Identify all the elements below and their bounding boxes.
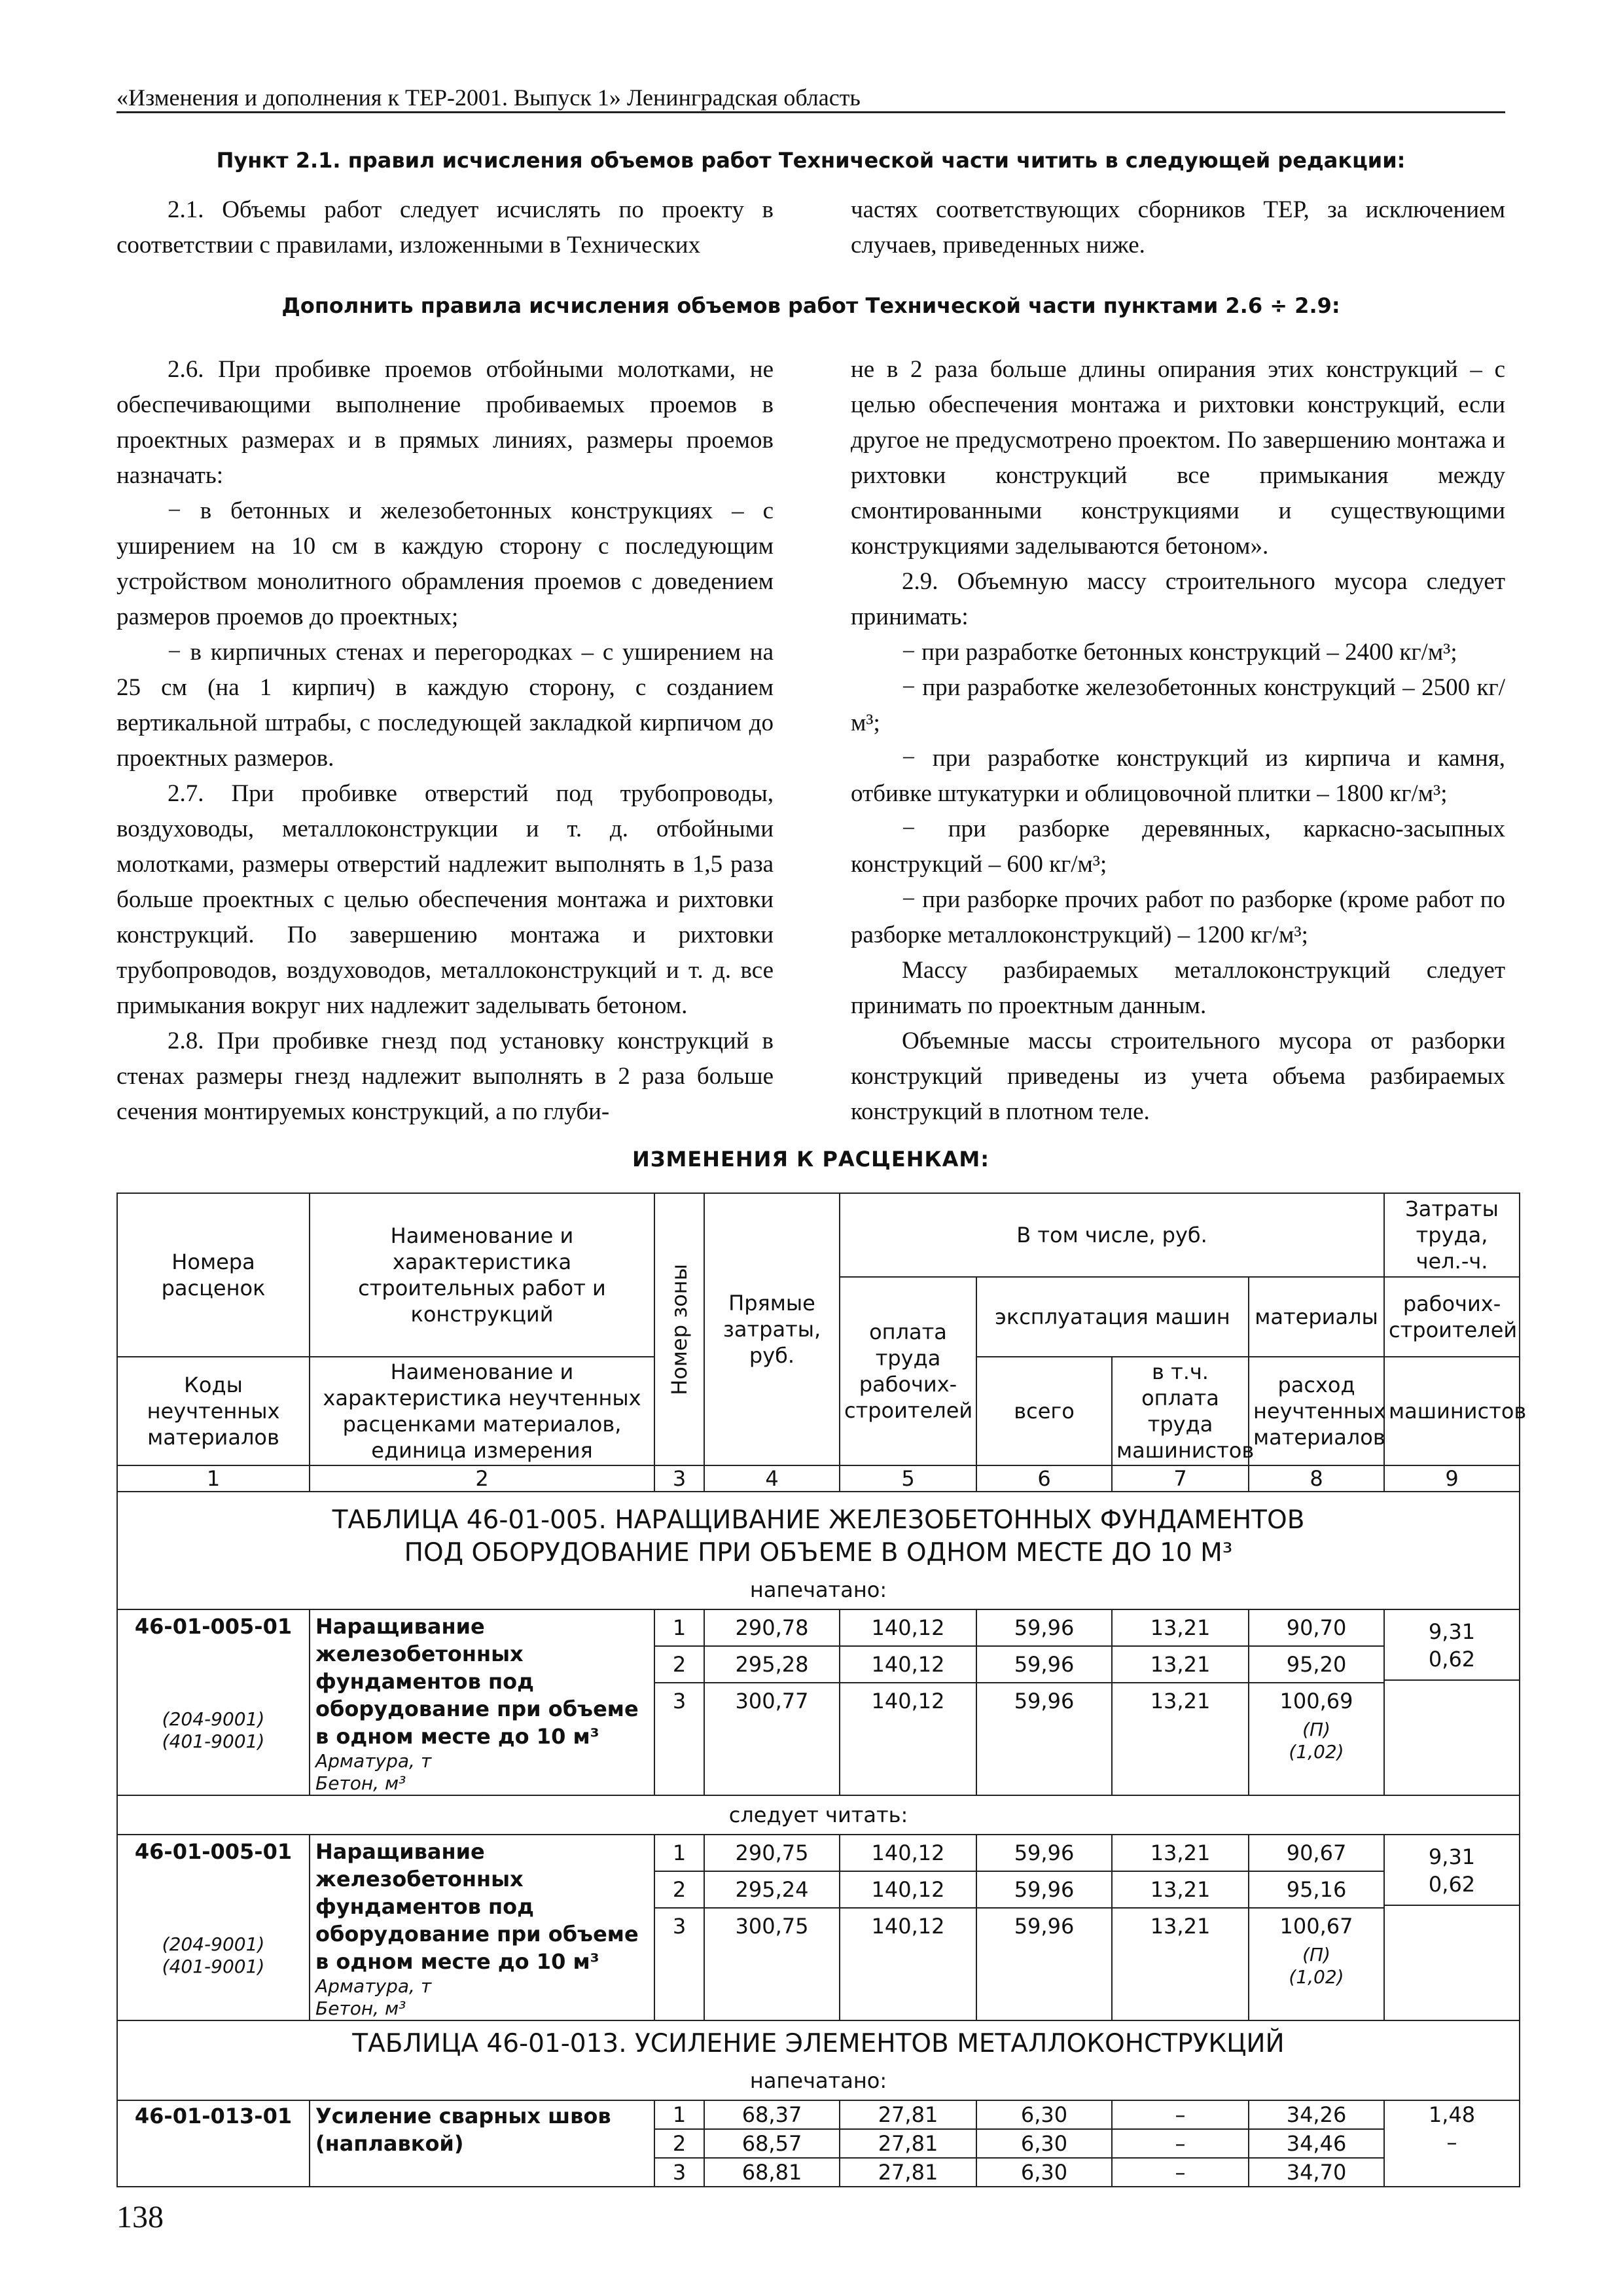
rate-code-cell [117, 2100, 310, 2187]
zone-value: 2 [655, 1872, 704, 1909]
paragraph-metal-mass: Массу разбираемых металлоконструкций следует принимать по проектным данным. [851, 957, 1505, 1019]
materials-value: 95,20 [1249, 1647, 1383, 1683]
direct-value: 68,37 [705, 2101, 839, 2130]
paragraph-2-9: 2.9. Объемную массу строительного мусора следует принимать: [851, 568, 1505, 630]
zone-value: 3 [672, 1914, 687, 1939]
header-zone [654, 1193, 704, 1465]
rates-table [116, 1193, 1527, 2187]
work-name: Наращивание железобетонных фундаментов под оборудование при объеме в одном месте до 10 м³ [315, 1839, 639, 1974]
machinists-value: 13,21 [1113, 1647, 1248, 1683]
labor-cell [1384, 2100, 1520, 2187]
machinists-value: – [1113, 2130, 1248, 2159]
labor-values [1385, 1835, 1519, 1906]
material-name: Бетон, м³ [315, 1998, 406, 2019]
material-name: Бетон, м³ [315, 1772, 406, 1794]
direct-value: 300,77 [735, 1689, 809, 1713]
machines-value: 59,96 [1014, 1914, 1075, 1939]
direct-cells [704, 2100, 840, 2187]
header-materials: материалы [1249, 1277, 1384, 1357]
machinists-value: 13,21 [1150, 1914, 1211, 1939]
list-item-concrete-mass: − при разработке бетонных конструкций – 2400 кг/м³; [902, 639, 1457, 666]
wage-cells [840, 1609, 976, 1795]
zone-cells [654, 1609, 704, 1795]
material-code: (401-9001) [162, 1956, 265, 1977]
section1-heading: Пункт 2.1. правил исчисления объемов работ Технической части читить в следующей редакции: [216, 148, 1406, 173]
labor-machinists: 0,62 [1428, 1872, 1476, 1897]
rate-code-cell [117, 1835, 310, 2020]
material-name: Арматура, т [315, 1750, 432, 1772]
machinists-value: 13,21 [1113, 1610, 1248, 1647]
changes-title: ИЗМЕНЕНИЯ К РАСЦЕНКАМ: [632, 1147, 990, 1172]
work-name-cell [310, 2100, 654, 2187]
materials-cells [1249, 2100, 1384, 2187]
machinists-cells [1112, 2100, 1249, 2187]
printed-label: напечатано: [117, 2062, 1520, 2100]
machines-value: 6,30 [977, 2101, 1111, 2130]
zone-value: 1 [655, 1835, 704, 1872]
paragraph-2-6: 2.6. При пробивке проемов отбойными молотками, не обеспечивающими выполнение пробиваемых проемов в проектных размерах и в прямых линиях, размеры проемов назначать: [116, 356, 774, 489]
paragraph-2-8-end: не в 2 раза больше длины опирания этих конструкций – с целью обеспечения монтажа и рихтовки конструкций, если другое не предусмотрено проектом. По завершению монтажа и рихтовки конструкций все примыкания между смонтированными конструкциями и существующими конструкциями заделываются бетоном». [851, 356, 1505, 560]
materials-value: 100,69 [1279, 1689, 1353, 1713]
wage-value: 140,12 [840, 1835, 976, 1872]
header-zone-text: Номер зоны [667, 1263, 692, 1395]
machinists-value: 13,21 [1113, 1835, 1248, 1872]
machinists-value: – [1113, 2101, 1248, 2130]
header-machinists: машинистов [1384, 1357, 1520, 1465]
material-qty: (П) [1302, 1719, 1330, 1740]
labor-workers: 1,48 [1428, 2102, 1476, 2127]
labor-workers: 9,31 [1428, 1619, 1476, 1644]
materials-value: 100,67 [1279, 1914, 1353, 1939]
header-work-name: Наименование и характеристика строительных работ и конструкций [310, 1193, 654, 1357]
direct-value: 290,75 [705, 1835, 839, 1872]
rate-code: 46-01-005-01 [134, 1614, 293, 1639]
wage-value: 27,81 [840, 2130, 976, 2159]
wage-value: 140,12 [840, 1610, 976, 1647]
paragraph-2-7: 2.7. При пробивке отверстий под трубопроводы, воздуховоды, металлоконструкции и т. д. отбойными молотками, размеры отверстий надлежит выполнять в 1,5 раза больше проектных с целью обеспечения монтажа и рихтовки конструкций. По завершению монтажа и рихтовки трубопроводов, воздуховодов, металлоконструкций и т. д. все примыкания вокруг них надлежит заделывать бетоном. [116, 780, 774, 1019]
labor-machinists: 0,62 [1428, 1647, 1476, 1672]
wage-value: 140,12 [871, 1689, 945, 1713]
header-labor-costs: Затраты труда, чел.-ч. [1384, 1193, 1520, 1277]
machinists-value: – [1175, 2160, 1186, 2185]
section2-heading: Дополнить правила исчисления объемов работ Технической части пунктами 2.6 ÷ 2.9: [281, 293, 1340, 318]
labor-machinists: – [1446, 2130, 1457, 2155]
direct-cells [704, 1609, 840, 1795]
paragraph-2-1-start: 2.1. Объемы работ следует исчислять по проекту в соответствии с правилами, изложенными в Технических [116, 196, 774, 259]
direct-value: 295,28 [705, 1647, 839, 1683]
materials-value-group [1249, 1683, 1383, 1767]
header-material-consumption: расход неучтенных материалов [1249, 1357, 1384, 1465]
zone-value: 2 [655, 2130, 704, 2159]
machinists-value: 13,21 [1113, 1872, 1248, 1909]
col-number: 2 [310, 1465, 654, 1492]
direct-value: 295,24 [705, 1872, 839, 1909]
direct-cells [704, 1835, 840, 2020]
header-direct-costs: Прямые затраты, руб. [704, 1193, 840, 1465]
materials-value: 90,70 [1249, 1610, 1383, 1647]
machines-cells [976, 1835, 1112, 2020]
col-number: 5 [840, 1465, 976, 1492]
rate-code: 46-01-005-01 [134, 1839, 293, 1864]
direct-value: 68,57 [705, 2130, 839, 2159]
wage-value: 140,12 [840, 1872, 976, 1909]
printed-label: напечатано: [117, 1571, 1520, 1609]
col-number: 3 [654, 1465, 704, 1492]
materials-cells [1249, 1609, 1384, 1795]
header-workers: рабочих-строителей [1384, 1277, 1520, 1357]
zone-cells [654, 2100, 704, 2187]
list-item-brick-mass: − при разработке конструкций из кирпича и камня, отбивке штукатурки и облицовочной плитки – 1800 кг/м³; [851, 745, 1505, 807]
col-number: 9 [1384, 1465, 1520, 1492]
work-name-cell [310, 1835, 654, 2020]
section1-right-column [851, 192, 1505, 263]
materials-value: 34,26 [1249, 2101, 1383, 2130]
direct-value: 290,78 [705, 1610, 839, 1647]
machines-value: 59,96 [977, 1835, 1111, 1872]
col-number: 8 [1249, 1465, 1384, 1492]
labor-values [1385, 2101, 1519, 2156]
zone-value: 2 [655, 1647, 704, 1683]
header-rule [116, 111, 1505, 113]
section2-right-column [851, 352, 1505, 1130]
material-code: (204-9001) [162, 1933, 265, 1955]
machines-value: 6,30 [1020, 2160, 1068, 2185]
labor-cell [1384, 1609, 1520, 1795]
materials-value: 90,67 [1249, 1835, 1383, 1872]
materials-value-group [1249, 1909, 1383, 1992]
machines-value: 6,30 [977, 2130, 1111, 2159]
list-item-concrete: − в бетонных и железобетонных конструкциях – с уширением на 10 см в каждую сторону с последующим устройством монолитного обрамления проемов с доведением размеров проемов до проектных; [116, 497, 774, 630]
zone-value: 1 [655, 2101, 704, 2130]
col-number: 4 [704, 1465, 840, 1492]
header-machinists-wage: в т.ч. оплата труда машинистов [1112, 1357, 1249, 1465]
header-machines-total: всего [976, 1357, 1112, 1465]
section2-left-column [116, 352, 774, 1130]
work-name: Усиление сварных швов (наплавкой) [315, 2104, 611, 2156]
wage-value: 27,81 [878, 2160, 938, 2185]
work-name-cell [310, 1609, 654, 1795]
zone-value: 3 [672, 1689, 687, 1713]
paragraph-debris-mass: Объемные массы строительного мусора от разборки конструкций приведены из учета объема разбираемых конструкций в плотном теле. [851, 1028, 1505, 1125]
zone-value: 1 [655, 1610, 704, 1647]
materials-value: 34,70 [1286, 2160, 1347, 2185]
materials-value: 34,46 [1249, 2130, 1383, 2159]
table-title-line: ТАБЛИЦА 46-01-005. НАРАЩИВАНИЕ ЖЕЛЕЗОБЕТОННЫХ ФУНДАМЕНТОВ [332, 1505, 1305, 1535]
material-qty: (1,02) [1289, 1741, 1344, 1763]
wage-value: 27,81 [840, 2101, 976, 2130]
zone-value: 3 [672, 2160, 687, 2185]
table-46-01-013-title: ТАБЛИЦА 46-01-013. УСИЛЕНИЕ ЭЛЕМЕНТОВ МЕТАЛЛОКОНСТРУКЦИЙ [117, 2020, 1520, 2062]
labor-workers: 9,31 [1428, 1844, 1476, 1869]
header-wage: оплата труда рабочих-строителей [840, 1277, 976, 1465]
paragraph-2-8: 2.8. При пробивке гнезд под установку конструкций в стенах размеры гнезд надлежит выполнять в 2 раза больше сечения монтируемых конструкций, а по глуби- [116, 1028, 774, 1125]
header-machines: эксплуатация машин [976, 1277, 1249, 1357]
list-item-other-mass: − при разборке прочих работ по разборке (кроме работ по разборке металлоконструкций) – 1200 кг/м³; [851, 886, 1505, 948]
work-name: Наращивание железобетонных фундаментов под оборудование при объеме в одном месте до 10 м³ [315, 1614, 639, 1749]
col-number: 1 [117, 1465, 310, 1492]
col-number: 6 [976, 1465, 1112, 1492]
list-item-brick: − в кирпичных стенах и перегородках – с уширением на 25 см (на 1 кирпич) в каждую сторону, с созданием вертикальной штрабы, с последующей закладкой кирпичом до проектных размеров. [116, 639, 774, 772]
material-qty: (П) [1302, 1944, 1330, 1965]
machinists-cells [1112, 1609, 1249, 1795]
table-46-01-005-title [117, 1492, 1520, 1571]
direct-value: 300,75 [735, 1914, 809, 1939]
labor-values [1385, 1610, 1519, 1681]
list-item-wood-mass: − при разборке деревянных, каркасно-засыпных конструкций – 600 кг/м³; [851, 816, 1505, 878]
machines-value: 59,96 [977, 1610, 1111, 1647]
machinists-cells [1112, 1835, 1249, 2020]
wage-value: 140,12 [840, 1647, 976, 1683]
machines-value: 59,96 [977, 1872, 1111, 1909]
material-name: Арматура, т [315, 1975, 432, 1997]
machines-cells [976, 2100, 1112, 2187]
paragraph-2-1-end: частях соответствующих сборников ТЕР, за исключением случаев, приведенных ниже. [851, 196, 1505, 259]
machinists-value: 13,21 [1150, 1689, 1211, 1713]
wage-value: 140,12 [871, 1914, 945, 1939]
rate-code-cell [117, 1609, 310, 1795]
wage-cells [840, 2100, 976, 2187]
material-code: (204-9001) [162, 1708, 265, 1730]
materials-value: 95,16 [1249, 1872, 1383, 1909]
labor-cell [1384, 1835, 1520, 2020]
material-qty: (1,02) [1289, 1966, 1344, 1988]
machines-cells [976, 1609, 1112, 1795]
section1-left-column [116, 192, 774, 263]
rate-code: 46-01-013-01 [134, 2104, 293, 2128]
page-number: 138 [116, 2200, 164, 2234]
materials-cells [1249, 1835, 1384, 2020]
machines-value: 59,96 [1014, 1689, 1075, 1713]
machines-value: 59,96 [977, 1647, 1111, 1683]
header-rate-numbers: Номера расценок [117, 1193, 310, 1357]
wage-cells [840, 1835, 976, 2020]
list-item-rc-mass: − при разработке железобетонных конструкций – 2500 кг/м³; [851, 674, 1505, 736]
zone-cells [654, 1835, 704, 2020]
table-title-line: ПОД ОБОРУДОВАНИЕ ПРИ ОБЪЕМЕ В ОДНОМ МЕСТЕ ДО 10 М³ [404, 1538, 1233, 1568]
header-codes: Коды неучтенных материалов [117, 1357, 310, 1465]
col-number: 7 [1112, 1465, 1249, 1492]
material-code: (401-9001) [162, 1731, 265, 1752]
running-header: «Изменения и дополнения к ТЕР-2001. Выпуск 1» Ленинградская область [116, 84, 861, 111]
should-read-label: следует читать: [117, 1795, 1520, 1835]
direct-value: 68,81 [741, 2160, 802, 2185]
header-material-name: Наименование и характеристика неучтенных расценками материалов, единица измерения [310, 1357, 654, 1465]
header-including: В том числе, руб. [840, 1193, 1384, 1277]
